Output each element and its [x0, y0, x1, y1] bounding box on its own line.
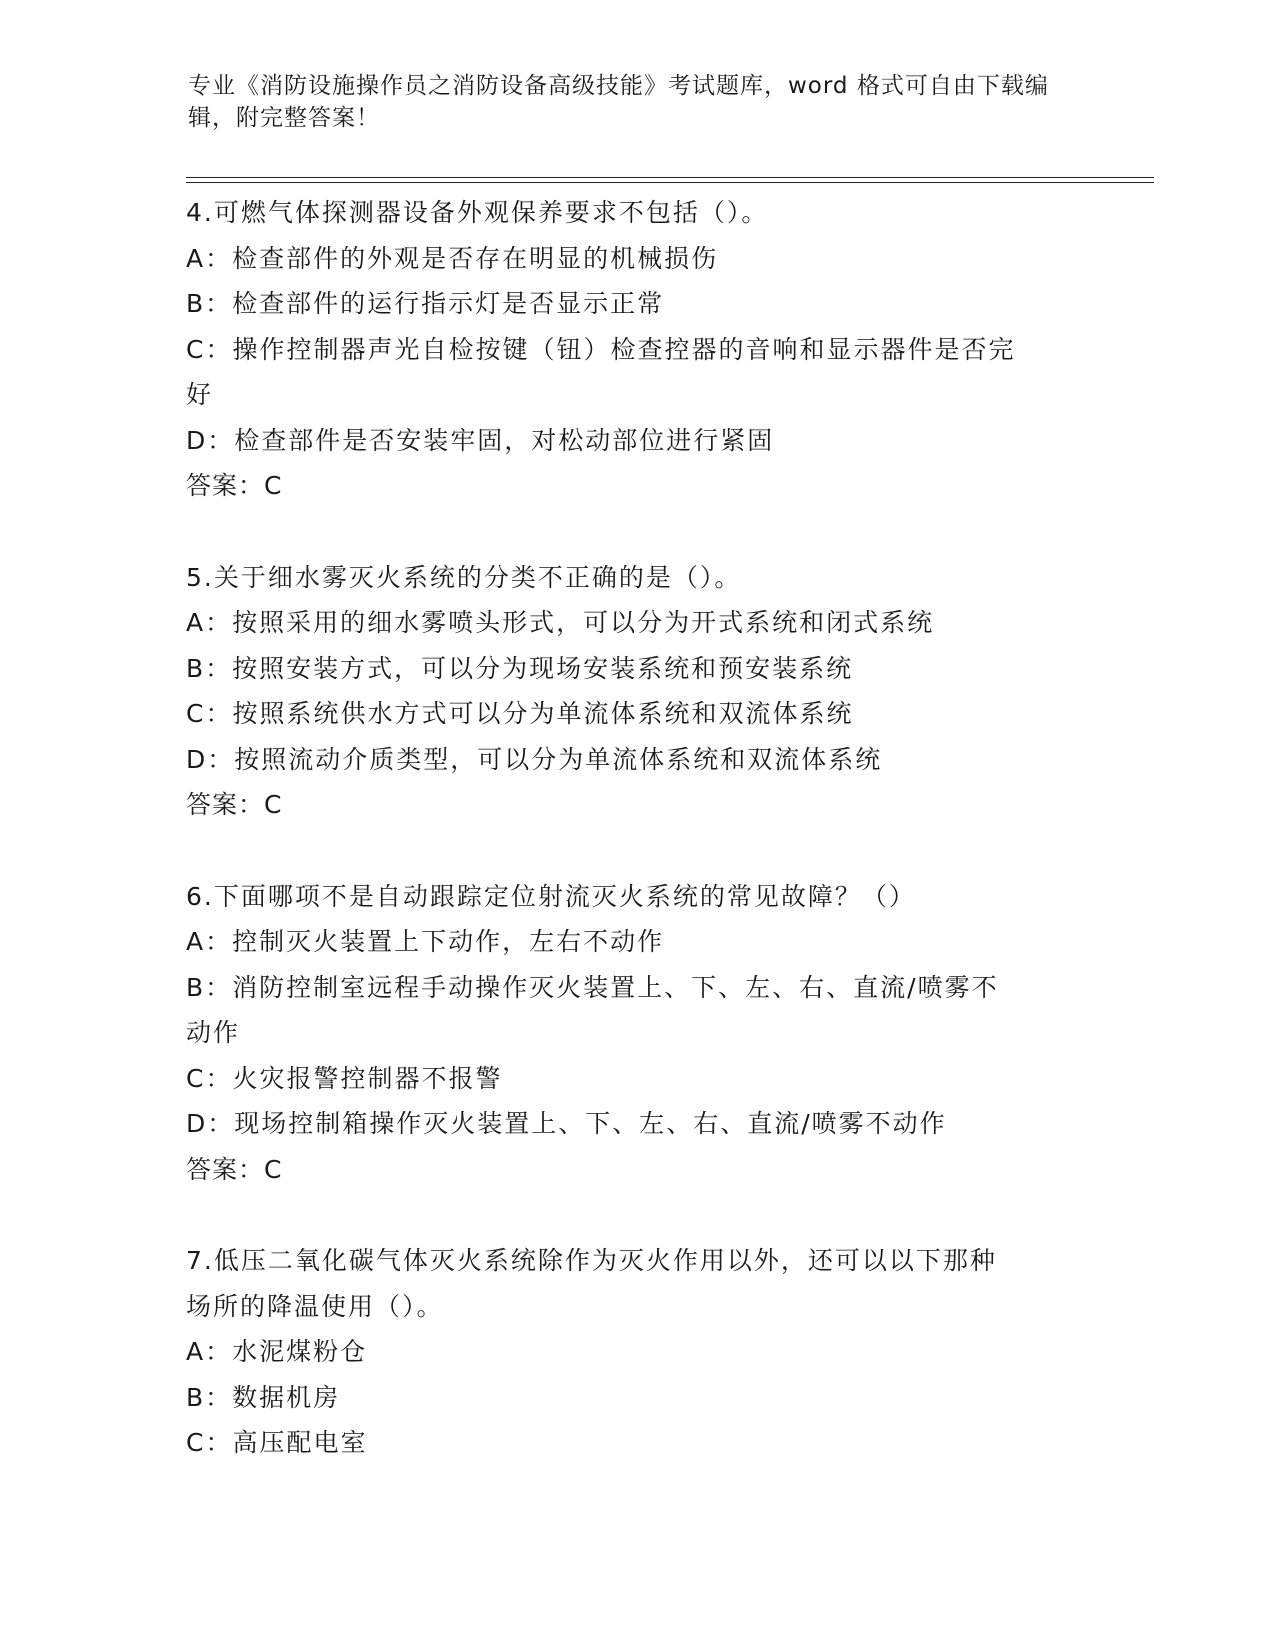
option-b: B：消防控制室远程手动操作灭火装置上、下、左、右、直流/喷雾不 — [186, 972, 999, 1002]
question-list — [186, 190, 1086, 1466]
header-line-1: 专业《消防设施操作员之消防设备高级技能》考试题库，word 格式可自由下载编 — [188, 73, 1049, 99]
option-c: C：按照系统供水方式可以分为单流体系统和双流体系统 — [186, 699, 854, 728]
header-divider-bottom — [186, 182, 1154, 183]
option-a: A：控制灭火装置上下动作，左右不动作 — [186, 927, 665, 956]
option-d: D：检查部件是否安装牢固，对松动部位进行紧固 — [186, 425, 775, 455]
document-header — [188, 70, 1068, 134]
header-divider-top — [186, 177, 1154, 178]
option-b-continued: 动作 — [186, 1018, 241, 1047]
option-b: B：检查部件的运行指示灯是否显示正常 — [186, 289, 665, 318]
option-d: D：按照流动介质类型，可以分为单流体系统和双流体系统 — [186, 744, 883, 774]
spacer — [186, 509, 1086, 555]
option-b: B：数据机房 — [186, 1382, 341, 1412]
question-stem: 5.关于细水雾灭火系统的分类不正确的是（）。 — [186, 562, 742, 592]
question-stem: 4.可燃气体探测器设备外观保养要求不包括（）。 — [186, 198, 769, 227]
option-c: C：高压配电室 — [186, 1428, 368, 1457]
question-7 — [186, 1238, 1086, 1466]
answer: 答案：C — [186, 471, 283, 500]
spacer — [186, 828, 1086, 874]
answer: 答案：C — [186, 1154, 283, 1184]
option-d: D：现场控制箱操作灭火装置上、下、左、右、直流/喷雾不动作 — [186, 1109, 947, 1138]
question-stem: 7.低压二氧化碳气体灭火系统除作为灭火作用以外，还可以以下那种 — [186, 1246, 997, 1275]
spacer — [186, 1192, 1086, 1238]
option-c-continued: 好 — [186, 380, 214, 409]
answer: 答案：C — [186, 790, 283, 819]
option-c: C：火灾报警控制器不报警 — [186, 1063, 503, 1093]
option-a: A：检查部件的外观是否存在明显的机械损伤 — [186, 243, 719, 273]
option-a: A：水泥煤粉仓 — [186, 1337, 368, 1366]
header-line-2: 辑，附完整答案！ — [188, 105, 380, 131]
option-b: B：按照安装方式，可以分为现场安装系统和预安装系统 — [186, 653, 854, 683]
question-5 — [186, 555, 1086, 828]
question-4 — [186, 190, 1086, 509]
question-stem-continued: 场所的降温使用（）。 — [186, 1291, 444, 1321]
option-a: A：按照采用的细水雾喷头形式，可以分为开式系统和闭式系统 — [186, 608, 935, 637]
option-c: C：操作控制器声光自检按键（钮）检查控器的音响和显示器件是否完 — [186, 334, 1016, 364]
question-stem: 6.下面哪项不是自动跟踪定位射流灭火系统的常见故障？（） — [186, 881, 916, 911]
question-6 — [186, 874, 1086, 1193]
